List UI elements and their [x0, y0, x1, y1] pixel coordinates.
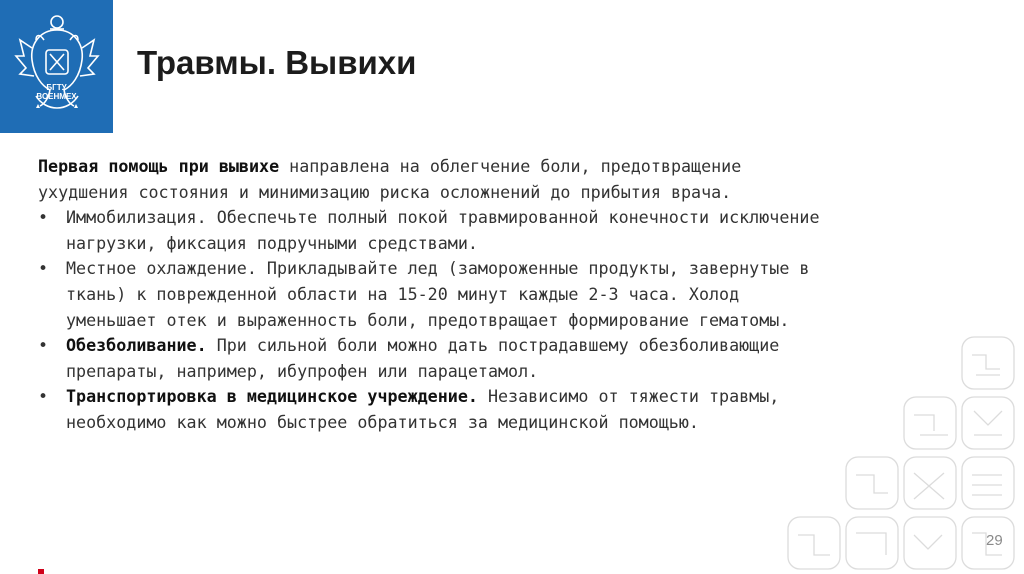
list-item [38, 205, 838, 256]
bullet-list [38, 205, 838, 435]
eagle-emblem-icon [0, 0, 113, 133]
intro-bold: Первая помощь при вывихе [38, 156, 280, 176]
bullet-text: Местное охлаждение. Прикладывайте лед (замороженные продукты, завернутые в ткань) к поврежденной области на 15-20 минут каждые 2-3 часа. Холод уменьшает отек и выраженность боли, предотвращает формирование гематомы. [66, 258, 810, 330]
list-item [38, 384, 838, 435]
bullet-text: Иммобилизация. Обеспечьте полный покой травмированной конечности исключение нагрузки, фиксация подручными средствами. [66, 207, 820, 253]
bullet-marker: • [38, 386, 49, 407]
intro-text: направлена на облегчение боли, предотвращение ухудшения состояния и минимизацию риска осложнений до прибытия врача. [38, 156, 742, 202]
logo-caption-line2: ВОЕНМЕХ [36, 92, 77, 101]
list-item [38, 333, 838, 384]
logo-caption [0, 83, 113, 101]
bullet-bold: Обезболивание. [66, 335, 207, 356]
bullet-marker: • [38, 207, 49, 228]
logo-badge [0, 0, 113, 133]
list-item [38, 256, 838, 333]
page-title: Травмы. Вывихи [137, 44, 417, 81]
content-body [38, 154, 838, 436]
intro-paragraph [38, 154, 838, 205]
bullet-text: При сильной боли можно дать пострадавшему обезболивающие препараты, например, ибупрофен или парацетамол. [66, 335, 780, 381]
bullet-text: Независимо от тяжести травмы, необходимо как можно быстрее обратиться за медицинской помощью. [66, 386, 780, 432]
bullet-marker: • [38, 258, 49, 279]
page-number: 29 [986, 532, 1003, 549]
logo-caption-line1: БГТУ [46, 83, 67, 92]
red-marker [38, 569, 44, 574]
bullet-bold: Транспортировка в медицинское учреждение. [66, 386, 478, 407]
bullet-marker: • [38, 335, 49, 356]
